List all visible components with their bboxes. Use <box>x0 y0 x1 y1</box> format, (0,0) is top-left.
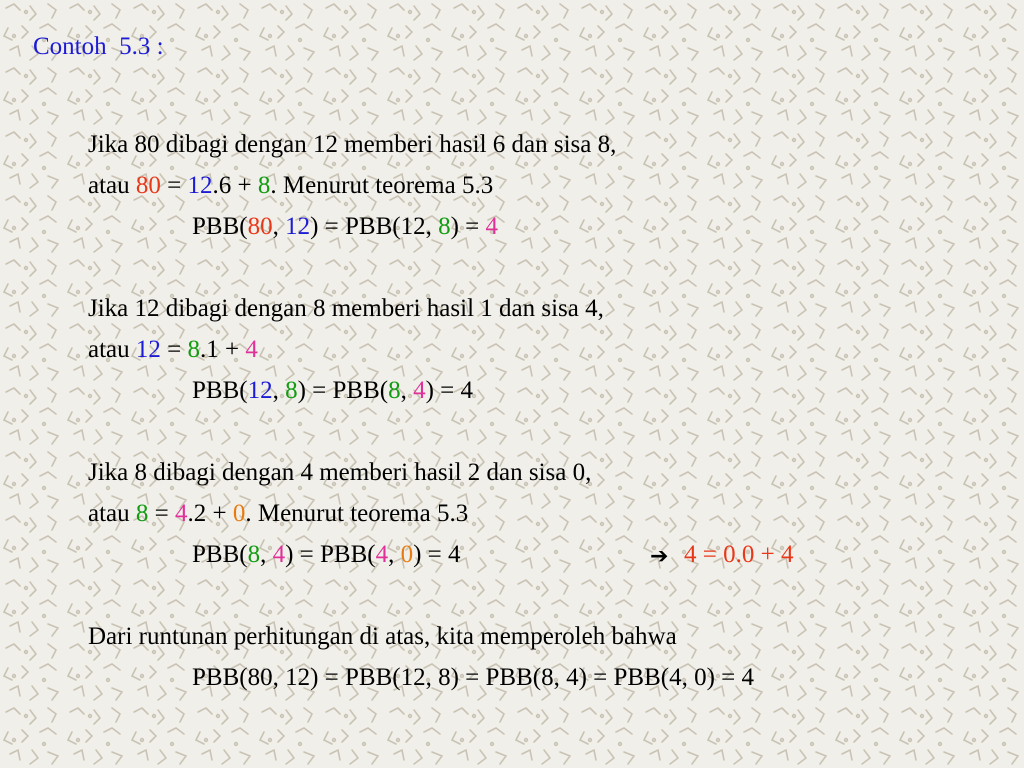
text: ) = 4 <box>413 541 461 568</box>
number-4: 4 <box>413 377 426 404</box>
text: ) = 4 <box>425 377 474 404</box>
text: atau <box>88 336 136 363</box>
number-12: 12 <box>187 172 213 199</box>
text: = <box>160 172 188 199</box>
number-80: 80 <box>135 172 161 199</box>
number-8: 8 <box>388 377 401 404</box>
number-4: 4 <box>375 541 389 568</box>
number-4: 4 <box>272 541 286 568</box>
number-12: 12 <box>247 377 273 404</box>
text: ) = <box>450 213 486 240</box>
conclusion-line1: Dari runtunan perhitungan di atas, kita memperoleh bahwa <box>88 623 677 650</box>
block3-line2 <box>88 499 468 529</box>
text: ) = PBB(12, <box>310 213 439 240</box>
number-12: 12 <box>285 213 311 240</box>
text: . Menurut teorema 5.3 <box>270 172 494 199</box>
number-8: 8 <box>257 172 271 199</box>
text: , <box>260 541 273 568</box>
text: , <box>388 541 401 568</box>
text: , <box>272 377 286 404</box>
text: = <box>160 336 188 363</box>
text: atau <box>88 500 136 527</box>
text: atau <box>88 172 136 199</box>
number-0: 0 <box>232 500 246 527</box>
number-8: 8 <box>135 500 149 527</box>
text: . Menurut teorema 5.3 <box>245 500 469 527</box>
block2-line1: Jika 12 dibagi dengan 8 memberi hasil 1 dan sisa 4, <box>88 295 604 322</box>
block2-line2 <box>88 335 258 365</box>
arrow-right-icon: ➔ <box>650 544 669 569</box>
number-8: 8 <box>247 541 261 568</box>
number-4: 4 <box>485 213 499 240</box>
block3-line3 <box>192 540 461 570</box>
text: .1 + <box>200 336 246 363</box>
block1-line3 <box>192 212 498 242</box>
text: PBB( <box>192 213 248 240</box>
text: = <box>148 500 175 527</box>
block1-line2 <box>88 171 493 201</box>
text: PBB( <box>192 541 248 568</box>
text: , <box>400 377 414 404</box>
number-4: 4 <box>175 500 188 527</box>
number-8: 8 <box>438 213 451 240</box>
number-0: 0 <box>400 541 414 568</box>
number-80: 80 <box>247 213 273 240</box>
text: PBB( <box>192 377 248 404</box>
number-12: 12 <box>135 336 161 363</box>
text: .2 + <box>187 500 233 527</box>
conclusion-line2: PBB(80, 12) = PBB(12, 8) = PBB(8, 4) = PBB(4, 0) = 4 <box>192 664 755 691</box>
text: , <box>272 213 286 240</box>
remainder-note: 4 = 0.0 + 4 <box>684 541 794 568</box>
text: ) = PBB( <box>297 377 389 404</box>
number-8: 8 <box>285 377 298 404</box>
text: ) = PBB( <box>285 541 376 568</box>
block3-line1: Jika 8 dibagi dengan 4 memberi hasil 2 dan sisa 0, <box>88 459 592 486</box>
number-8: 8 <box>187 336 200 363</box>
number-4: 4 <box>245 336 258 363</box>
block1-line1: Jika 80 dibagi dengan 12 memberi hasil 6 dan sisa 8, <box>88 131 617 158</box>
text: .6 + <box>212 172 258 199</box>
slide-title: Contoh 5.3 : <box>33 33 164 60</box>
block2-line3 <box>192 376 473 406</box>
